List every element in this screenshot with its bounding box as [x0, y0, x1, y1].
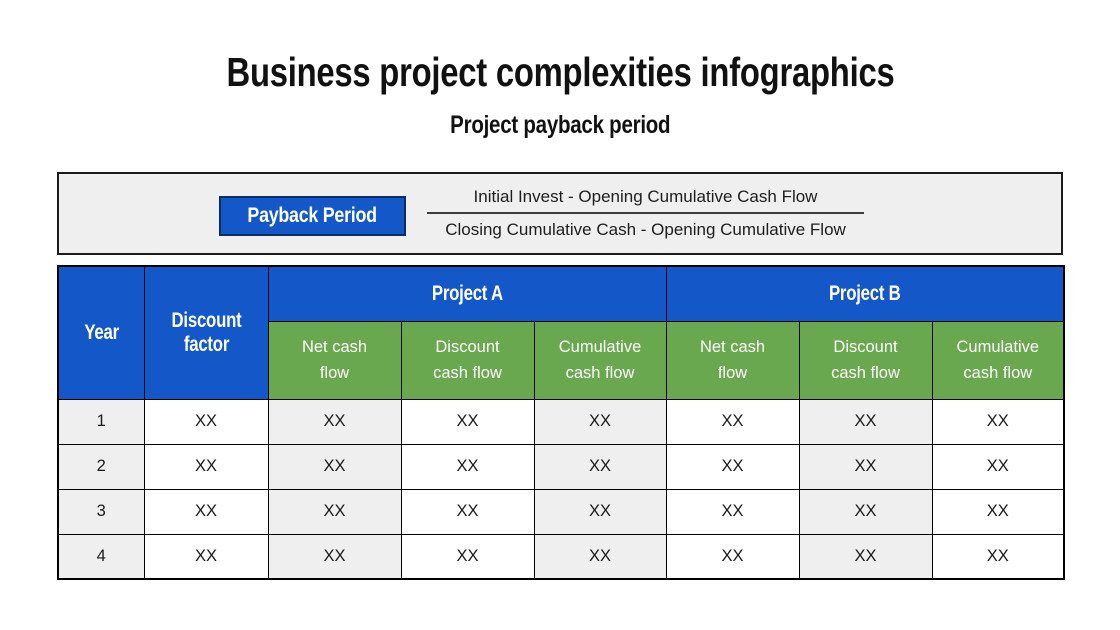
table-header-year-label: Year [83, 320, 119, 344]
cell-year: 2 [58, 444, 144, 489]
subheader-net-cash-flow-a: Net cash flow [268, 321, 401, 399]
cell-value: XX [534, 489, 666, 534]
page-subtitle [0, 110, 1120, 140]
page-title [0, 50, 1120, 94]
cell-value: XX [932, 399, 1064, 444]
cell-value: XX [534, 399, 666, 444]
cell-value: XX [666, 399, 799, 444]
cell-value: XX [144, 444, 268, 489]
subheader-cumulative-cash-flow-b: Cumulative cash flow [932, 321, 1064, 399]
cell-value: XX [666, 534, 799, 579]
table-header-discount-factor-label: Discount factor [171, 308, 241, 356]
cell-value: XX [932, 534, 1064, 579]
cell-value: XX [799, 399, 932, 444]
cell-value: XX [401, 489, 534, 534]
page-title-text: Business project complexities infographics [226, 49, 894, 95]
cell-value: XX [666, 489, 799, 534]
subheader-discount-cash-flow-b: Discount cash flow [799, 321, 932, 399]
cell-value: XX [534, 534, 666, 579]
cell-value: XX [268, 489, 401, 534]
cell-value: XX [268, 444, 401, 489]
cell-value: XX [144, 534, 268, 579]
cell-value: XX [401, 399, 534, 444]
formula-denominator: Closing Cumulative Cash - Opening Cumulative Flow [445, 220, 846, 239]
table-header-project-a [268, 266, 666, 321]
cell-value: XX [144, 399, 268, 444]
subheader-discount-cash-flow-a: Discount cash flow [401, 321, 534, 399]
cell-value: XX [401, 534, 534, 579]
table-header-project-b-label: Project B [828, 281, 901, 305]
table-header-project-a-label: Project A [431, 281, 503, 305]
table-row [58, 444, 1064, 489]
table-header-discount-factor [144, 266, 268, 399]
cell-value: XX [534, 444, 666, 489]
payback-period-button[interactable] [219, 196, 406, 236]
formula-numerator: Initial Invest - Opening Cumulative Cash Flow [473, 187, 818, 206]
cell-value: XX [932, 489, 1064, 534]
payback-table [57, 265, 1065, 580]
cell-value: XX [401, 444, 534, 489]
cell-value: XX [144, 489, 268, 534]
table-row [58, 534, 1064, 579]
cell-year: 1 [58, 399, 144, 444]
subheader-net-cash-flow-b: Net cash flow [666, 321, 799, 399]
fraction-divider-line [427, 212, 864, 214]
table-header-project-b [666, 266, 1064, 321]
table-row [58, 399, 1064, 444]
table-header-year [58, 266, 144, 399]
cell-value: XX [268, 534, 401, 579]
cell-value: XX [268, 399, 401, 444]
payback-period-button-label: Payback Period [247, 204, 378, 227]
cell-value: XX [799, 534, 932, 579]
payback-formula-fraction [427, 184, 864, 243]
cell-year: 4 [58, 534, 144, 579]
cell-year: 3 [58, 489, 144, 534]
payback-formula-box [57, 172, 1063, 255]
cell-value: XX [666, 444, 799, 489]
subheader-cumulative-cash-flow-a: Cumulative cash flow [534, 321, 666, 399]
table-row [58, 489, 1064, 534]
page-subtitle-text: Project payback period [449, 111, 671, 139]
cell-value: XX [799, 444, 932, 489]
cell-value: XX [932, 444, 1064, 489]
cell-value: XX [799, 489, 932, 534]
